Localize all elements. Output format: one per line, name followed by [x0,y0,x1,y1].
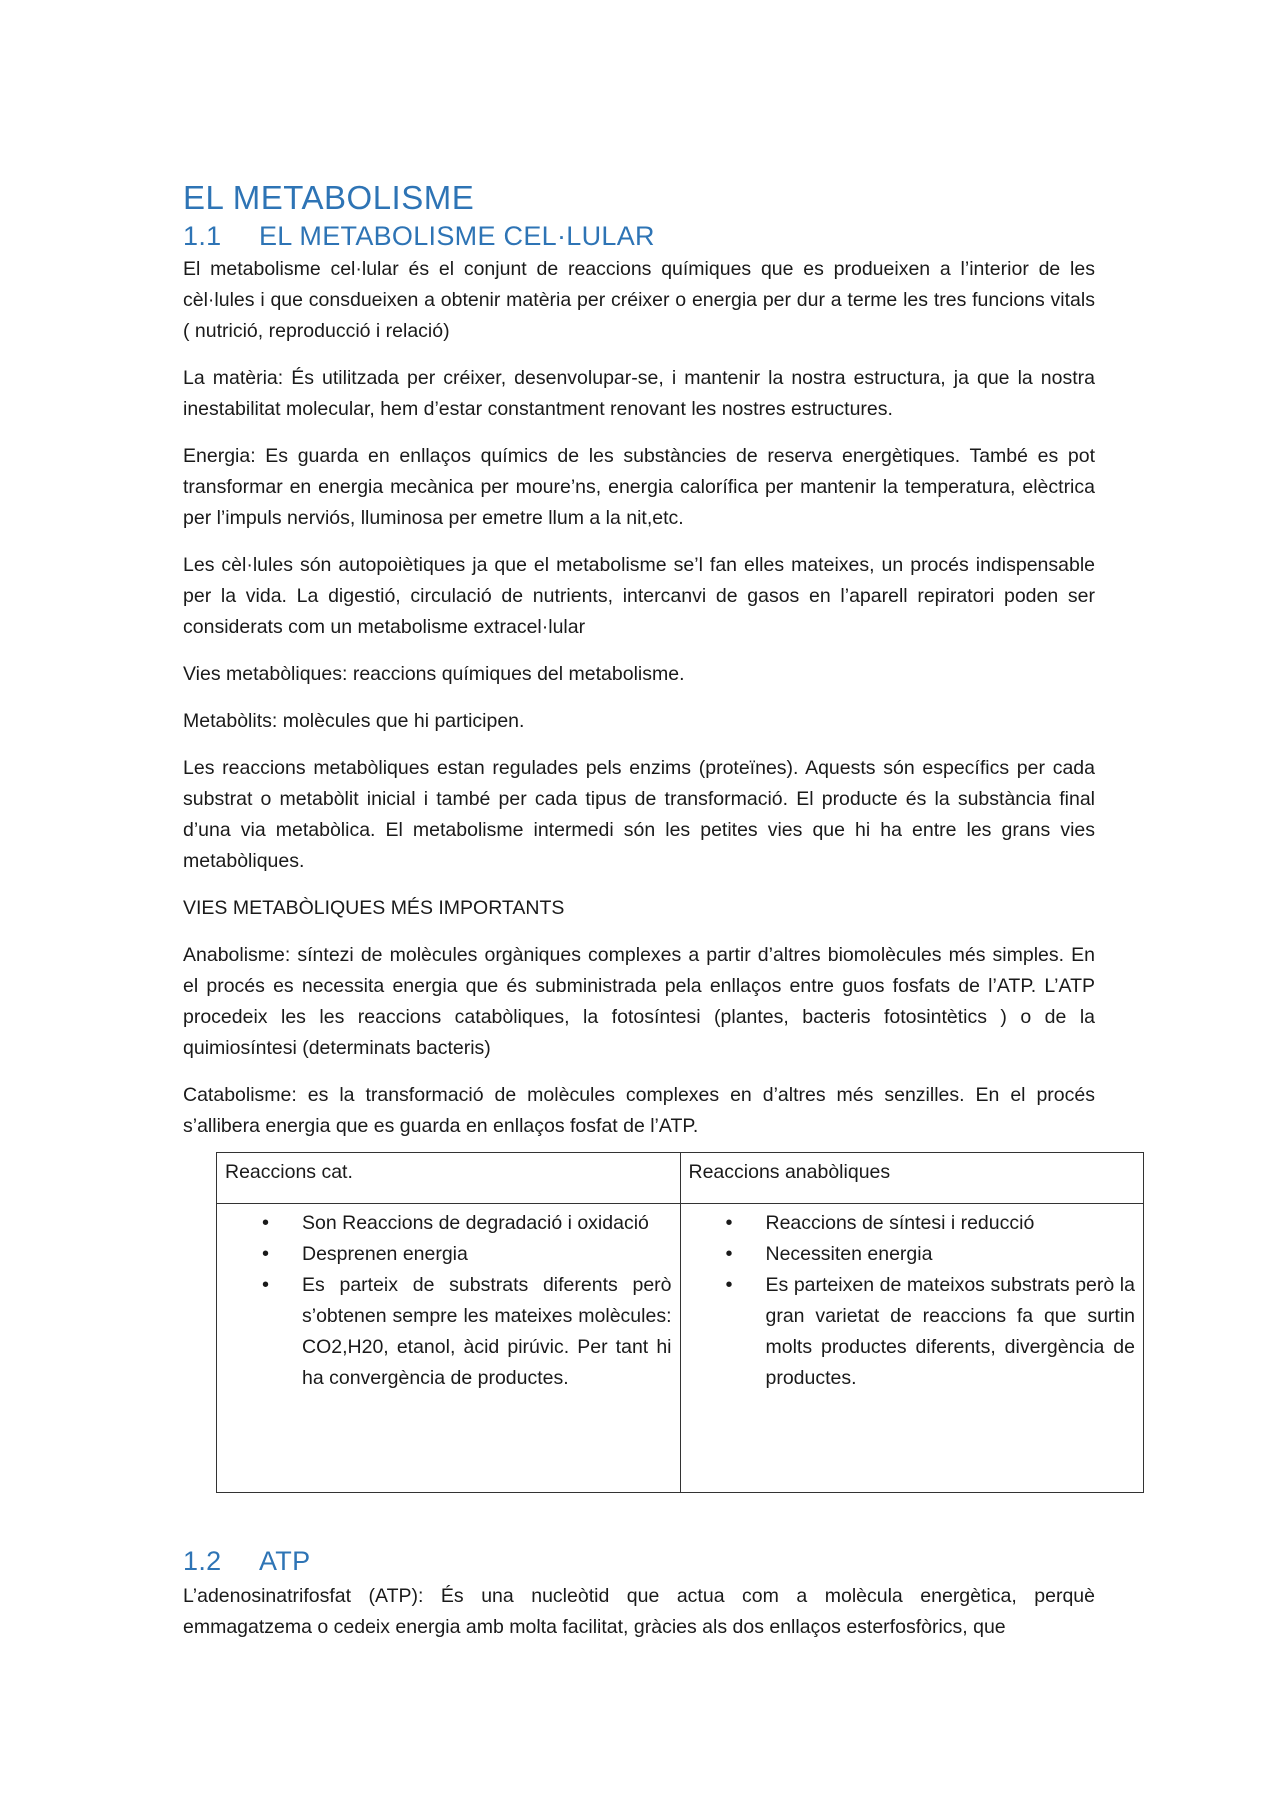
table-row [217,1204,1144,1493]
section-heading-1-2 [183,1543,1095,1579]
document-title: EL METABOLISME [183,179,475,216]
paragraph-anabolisme: Anabolisme: síntezi de molècules orgàniques complexes a partir d’altres biomolècules més simples. En el procés es necessita energia que és subministrada pela enllaços entre guos fosfats de l’ATP. L’ATP procedeix les les reaccions catabòliques, la fotosíntesi (plantes, bacteris fotosintètics ) o de la quimiosíntesi (determinats bacteris) [183,944,1095,1059]
paragraph-metabolits: Metabòlits: molècules que hi participen. [183,710,525,732]
paragraph-definition: El metabolisme cel·lular és el conjunt de reaccions químiques que es produeixen a l’interior de les cèl·lules i que consdueixen a obtenir matèria per créixer o energia per dur a terme les tres funcions vitals ( nutrició, reproducció i relació) [183,258,1095,342]
table-header-cell: Reaccions anabòliques [680,1153,1144,1204]
bullet-list [689,1208,1136,1394]
list-item: • Necessiten energia [766,1239,1136,1270]
table-cell-anabolic [680,1204,1144,1493]
list-item: • Es parteixen de mateixos substrats però la gran varietat de reaccions fa que surtin molts productes diferents, divergència de productes. [766,1270,1136,1394]
section-title: EL METABOLISME CEL·LULAR [259,221,655,251]
list-item: • Desprenen energia [302,1239,672,1270]
paragraph-vies: Vies metabòliques: reaccions químiques del metabolisme. [183,663,685,685]
document-content [183,178,1135,1659]
section-title: ATP [259,1546,311,1576]
paragraph-atp: L’adenosinatrifosfat (ATP): És una nucleòtid que actua com a molècula energètica, perquè emmagatzema o cedeix energia amb molta facilitat, gràcies als dos enllaços esterfosfòrics, que [183,1585,1095,1638]
paragraph-materia: La matèria: És utilitzada per créixer, desenvolupar-se, i mantenir la nostra estructura, ja que la nostra inestabilitat molecular, hem d’estar constantment renovant les nostres estructures. [183,367,1095,420]
list-item: • Reaccions de síntesi i reducció [766,1208,1136,1239]
paragraph-autopoietiques: Les cèl·lules són autopoiètiques ja que el metabolisme se’l fan elles mateixes, un procés indispensable per la vida. La digestió, circulació de nutrients, intercanvi de gasos en l’aparell repiratori poden ser considerats com un metabolisme extracel·lular [183,554,1095,638]
paragraph-catabolisme: Catabolisme: es la transformació de molècules complexes en d’altres més senzilles. En el procés s’allibera energia que es guarda en enllaços fosfat de l’ATP. [183,1084,1095,1137]
paragraph-energia: Energia: Es guarda en enllaços químics de les substàncies de reserva energètiques. També es pot transformar en energia mecànica per moure’ns, energia calorífica per mantenir la temperatura, elèctrica per l’impuls nerviós, lluminosa per emetre llum a la nit,etc. [183,445,1095,529]
table-header-row [217,1153,1144,1204]
table-cell-catabolic [217,1204,681,1493]
comparison-table [216,1152,1144,1493]
list-item: • Son Reaccions de degradació i oxidació [302,1208,672,1239]
list-item: • Es parteix de substrats diferents però s’obtenen sempre les mateixes molècules: CO2,H20, etanol, àcid pirúvic. Per tant hi ha convergència de productes. [302,1270,672,1394]
bullet-list [225,1208,672,1394]
section-number: 1.2 [183,1546,222,1576]
paragraph-enzims: Les reaccions metabòliques estan regulades pels enzims (proteïnes). Aquests són específics per cada substrat o metabòlit inicial i també per cada tipus de transformació. El producte és la substància final d’una via metabòlica. El metabolisme intermedi són les petites vies que hi ha entre les grans vies metabòliques. [183,757,1095,872]
section-number: 1.1 [183,221,222,251]
section-heading-1-1 [183,218,1095,254]
subheading-vies-importants: VIES METABÒLIQUES MÉS IMPORTANTS [183,897,565,919]
table-header-cell: Reaccions cat. [217,1153,681,1204]
